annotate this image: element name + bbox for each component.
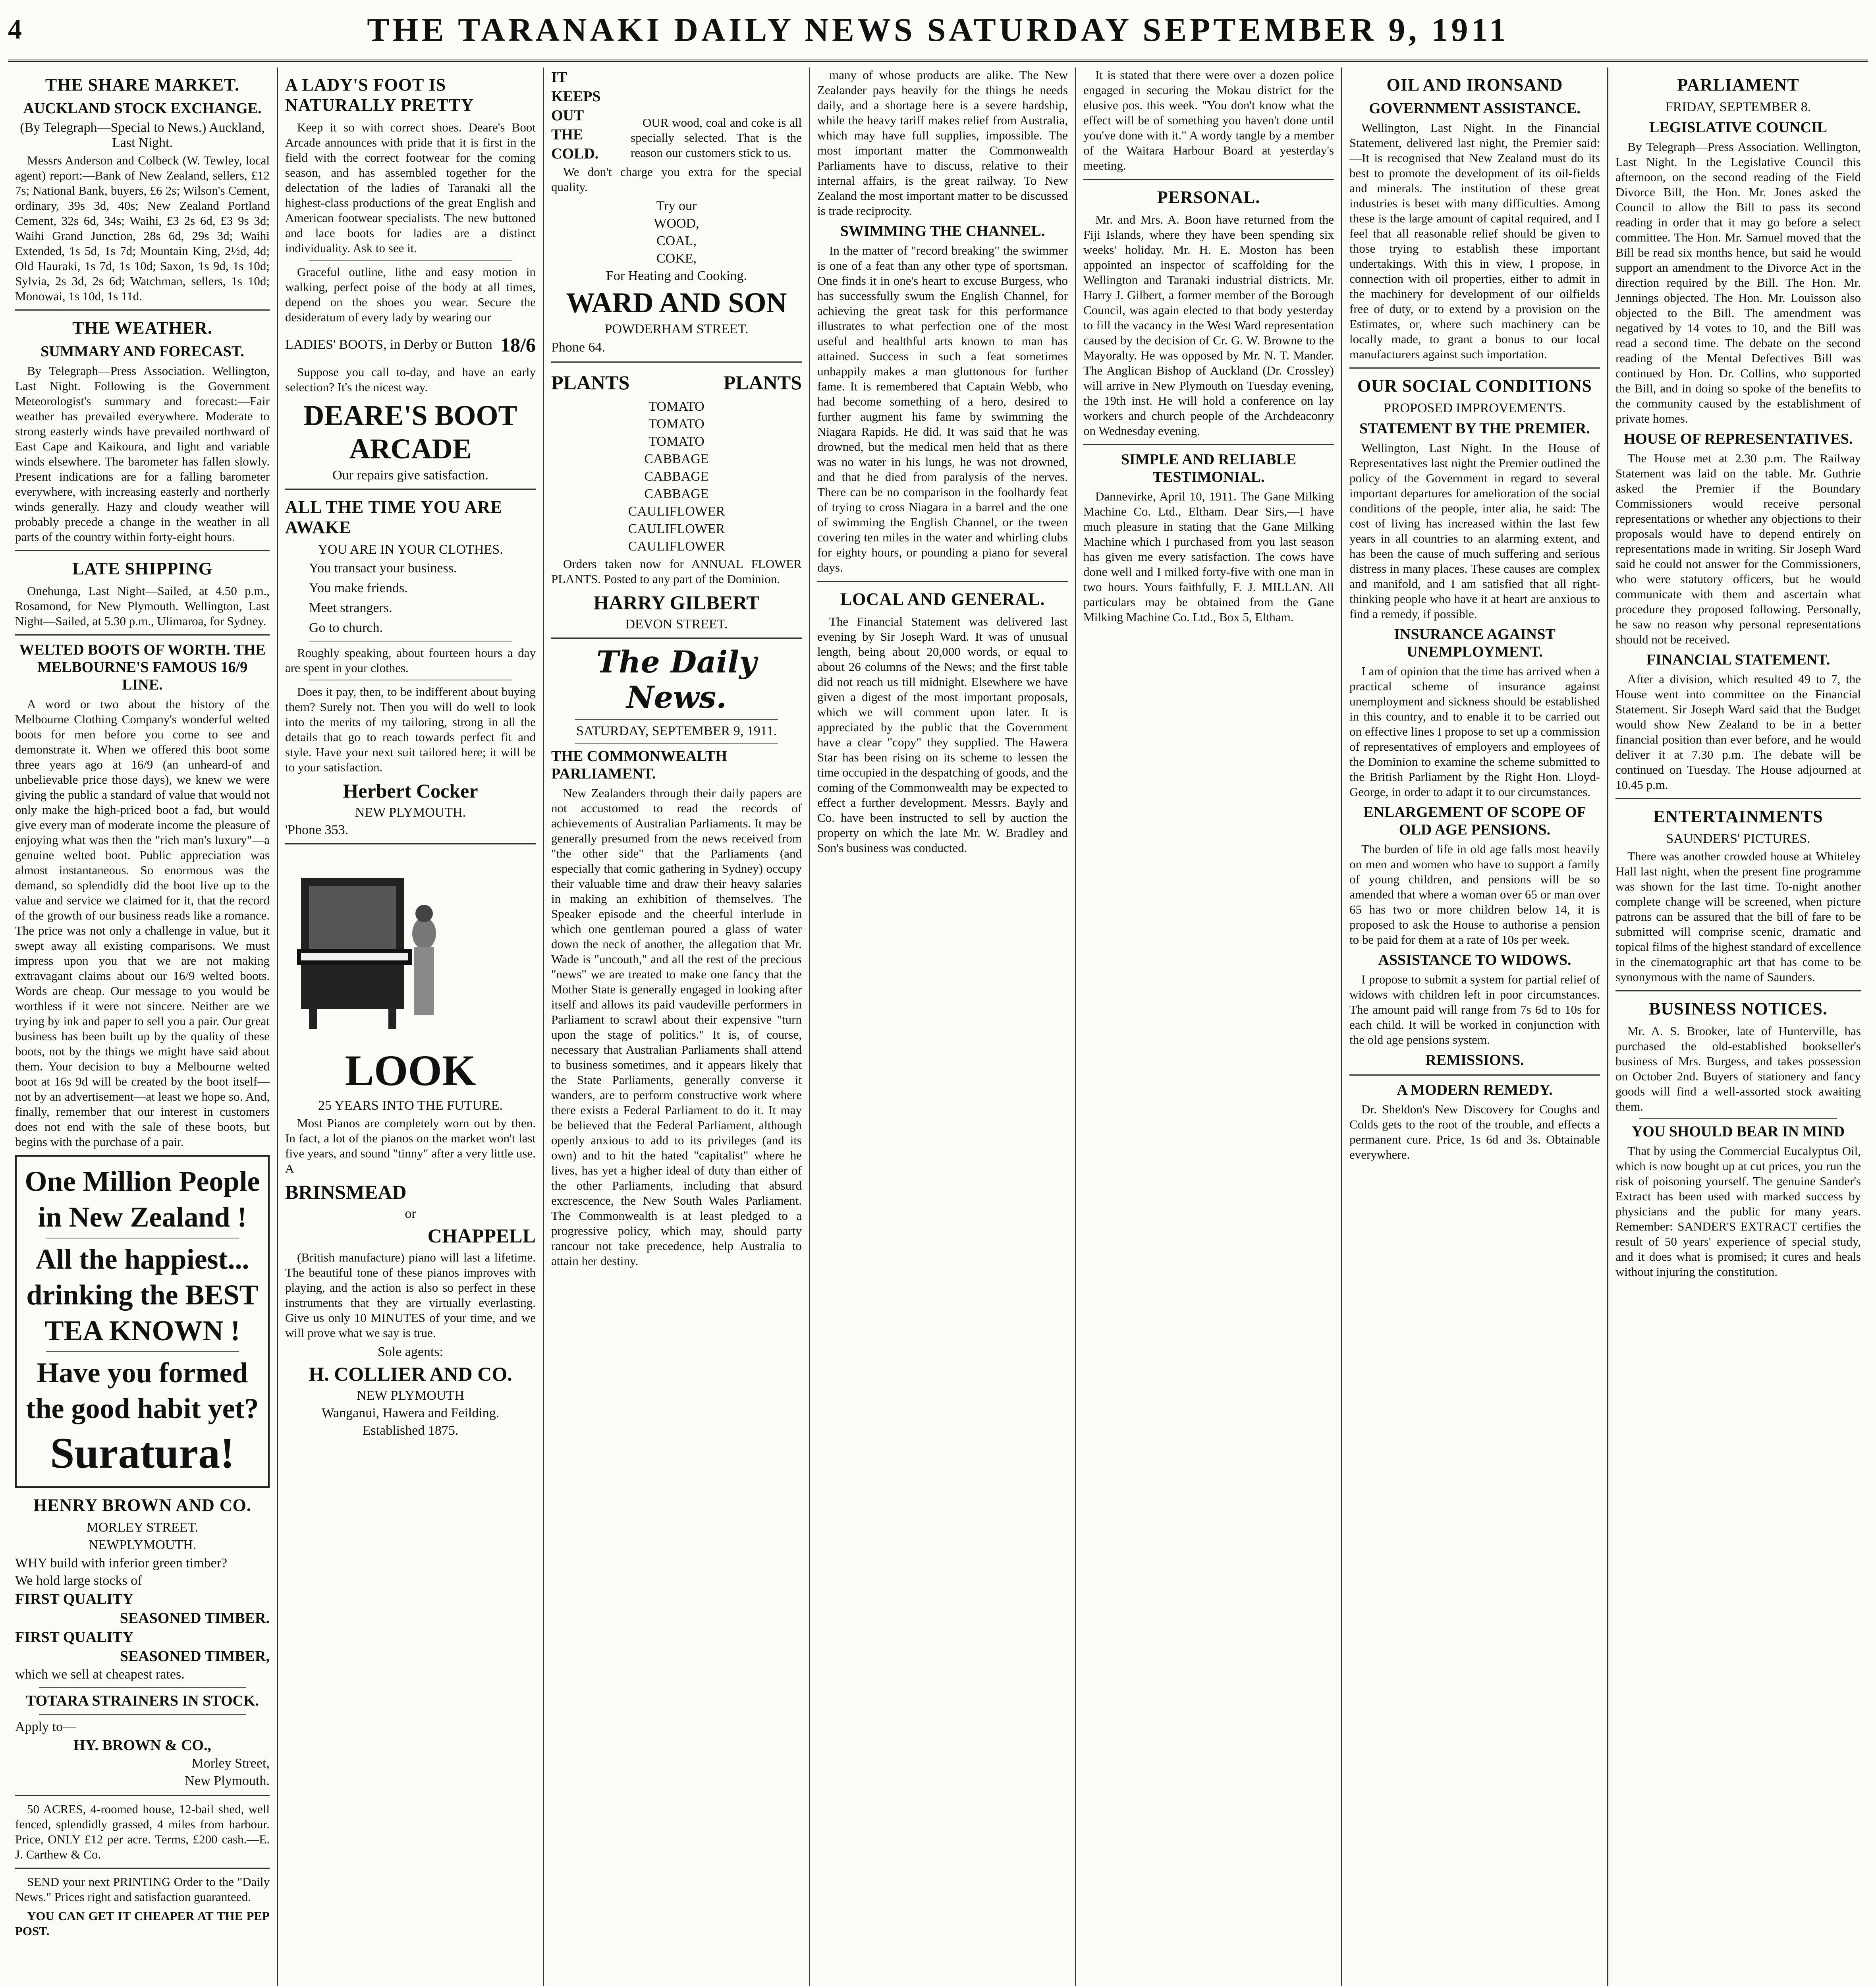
shipping-heading: LATE SHIPPING: [72, 559, 213, 578]
gilbert-name: HARRY GILBERT: [593, 591, 760, 614]
keeps-line: KEEPS: [551, 88, 601, 105]
weather-subheading: SUMMARY AND FORECAST.: [41, 343, 244, 360]
awake-line: Go to church.: [309, 620, 383, 635]
gilbert-street: DEVON STREET.: [625, 617, 728, 632]
look-title: LOOK: [345, 1046, 476, 1095]
apply-line: Apply to—: [15, 1719, 76, 1734]
awake-line: You transact your business.: [309, 561, 457, 576]
divider: [15, 550, 270, 551]
council-body: By Telegraph—Press Association. Wellington, Last Night. In the Legislative Council this afternoon, on the second reading of the Field Divorce Bill, the Hon. Mr. Jones asked the Council to allow the Bill to pass its second reading in order that it may go before a select committee. The Hon. Mr. Samuel moved that the Bill be read six months hence, but said he would support an amendment to the Divorce Act in the direction required by the Bill. The Hon. Mr. Jennings objected. The Hon. Mr. Louisson also objected to the Bill. The amendment was negatived by 14 votes to 10, and the Bill was read a second time. The debate on the second reading of the Mental Defectives Bill was continued by Hon. Dr. Collins, who supported the Bill, and in doing so spoke of the benefits to the community caused by the establishment of private homes.: [1615, 140, 1861, 425]
lady-foot-body: Keep it so with correct shoes. Deare's Boot Arcade announces with pride that it is first in the field with the correct footwear for the coming season, and has assembled together for the delectation of the ladies of Taranaki all the highest-class productions of the great English and American footwear specialists. The new buttoned and lace boots for ladies are a distinct individuality. Ask to see it.: [285, 120, 536, 255]
timber-line: FIRST QUALITY: [15, 1629, 134, 1646]
keeps-line: OUT: [551, 107, 584, 124]
swimming-body: In the matter of "record breaking" the swimmer is one of a feat than any other type of sportsman. One finds it in one's heart to excuse Burgess, who has successfully swum the English Channel, for achieving the great task for this performance illustrates to what perfection one of the most useful and healthful arts known to man has attained. Success in such a feat sometimes unhappily makes a man gluttonous for further fame. It is remembered that Captain Webb, who had become something of a hero, desired to further augment his fame by swimming the Niagara Rapids. He did. It was said that he was drowned, but the medical men held that as there was no water in his lungs, he was not drowned, and that he died from paralysis of the nerves. There can be no comparison in the foolhardy feat of trying to cross Niagara in a barrel and the one of swimming the English Channel, or the tween covering ten miles in the water and whirling clubs for eighty hours, or pounding a piano for several days.: [817, 243, 1068, 574]
acres-advert: 50 ACRES, 4-roomed house, 12-bail shed, well fenced, splendidly grassed, 4 miles from harbour. Price, ONLY £12 per acre. Terms, £200 cash.—E. J. Carthew & Co.: [15, 1802, 270, 1861]
gov-assistance-heading: GOVERNMENT ASSISTANCE.: [1369, 100, 1581, 117]
look-subtitle: 25 YEARS INTO THE FUTURE.: [318, 1098, 503, 1113]
boots-advert: A word or two about the history of the Melbourne Clothing Company's wonderful welted boots for men before you come to see and demonstrate it. When we offered this boot some three years ago at 16/9 (an unheard-of and unbelievable price those days), we knew we were giving the public a standard of value that would not only make the high-priced boot a fad, but would give every man of moderate income the pleasure of enjoying what was then the "rich man's luxury"—a genuine welted boot. Public appreciation was almost instantaneous. So enormous was the demand, so splendidly did the boot live up to the value and service we claimed for it, that the record of the growth of our business reads like a romance. The price was not only a challenge in value, but it swept away all existing comparisons. We must impress upon you that we are not making extravagant claims about our 16/9 welted boots. Words are cheap. Our message to you would be worthless if it were not sincere. Neither are we trying by ink and paper to sell you a pair. Our great business has been built up by the quality of these boots, not by the things we might have said about them. Your decision to buy a Melbourne welted boot at 16s 9d will be created by the boot itself—not by an advertisement—at least we hope so. And, finally, remember that our interest in customers does not end with the sale of these boots, but begins with the purchase of a pair.: [15, 697, 270, 1149]
business-body: Mr. A. S. Brooker, late of Hunterville, has purchased the old-established bookseller's business of Mrs. Burgess, and takes possession on October 2nd. Buyers of stationery and fancy goods will find a well-assorted stock awaiting them.: [1615, 1024, 1861, 1113]
tea-line: All the happiest...: [35, 1243, 249, 1275]
henry-brown-heading: HENRY BROWN AND CO.: [33, 1495, 251, 1515]
exchange-dateline: (By Telegraph—Special to News.) Auckland, Last Night.: [20, 120, 265, 150]
collier-name: H. COLLIER AND CO.: [309, 1363, 512, 1385]
financial-heading: FINANCIAL STATEMENT.: [1646, 651, 1830, 668]
fuel-item: WOOD,: [654, 216, 699, 231]
column-6: [1342, 68, 1608, 1986]
financial-body: After a division, which resulted 49 to 7, the House went into committee on the Financial Statement. Sir Joseph Ward said that the Budget would show New Zealand to be in a better financial position than ever before, and he would deliver it at 7.30 p.m. The debate will be continued on Tuesday. The House adjourned at 10.45 p.m.: [1615, 672, 1861, 792]
personal-heading: PERSONAL.: [1157, 187, 1260, 207]
brinsmead-name: BRINSMEAD: [285, 1181, 407, 1203]
oil-body: Wellington, Last Night. In the Financial Statement, delivered last night, the Premier said:—It is recognised that New Zealand must do its best to promote the development of its oil-fields and minerals. The institution of these great industries is beset with many difficulties. Among these is the large amount of capital required, and I feel that all reasonable relief should be given to those trying to establish these important undertakings. With this in view, I propose, in connection with oil properties, either to admit in the machinery for development of our oilfields free of duty, or to extend by a provision on the Estimates, or, where such machinery can be locally made, to grant a bonus to our local manufacturers against such importation.: [1349, 121, 1600, 361]
parliament-date: FRIDAY, SEPTEMBER 8.: [1665, 100, 1811, 114]
remissions-heading: REMISSIONS.: [1425, 1052, 1524, 1068]
issue-dateline: SATURDAY, SEPTEMBER 9, 1911.: [576, 724, 777, 738]
chappell-name: CHAPPELL: [427, 1225, 536, 1247]
divider: [15, 634, 270, 636]
entertainments-heading: ENTERTAINMENTS: [1653, 807, 1823, 826]
trade-body: many of whose products are alike. The New Zealander pays heavily for the things he needs daily, and a shortage here is a severe hardship, while the heavy tariff makes relief from Australia, which may have full supplies, impossible. The most important matter the Commonwealth Parliaments have to discuss, relative to their internal affairs, is the great railway. To New Zealand the most important matter to be discussed is trade reciprocity.: [817, 68, 1068, 218]
personal-body: Mr. and Mrs. A. Boon have returned from the Fiji Islands, where they have been spending six weeks' holiday. Mr. H. E. Moston has been appointed an inspector of scaffolding for the Wellington and Taranaki industrial districts. Mr. Harry J. Gilbert, a former member of the Borough Council, was again elected to that body yesterday to fill the vacancy in the West Ward representation caused by the decision of Cr. G. W. Browne to the Mayoralty. He was opposed by Mr. N. T. Mander. The Anglican Bishop of Auckland (Dr. Crossley) will arrive in New Plymouth on Tuesday evening, the 19th inst. He will hold a conference on lay workers and church people of the Archdeaconry on Wednesday evening.: [1083, 213, 1334, 438]
cocker-name: Herbert Cocker: [343, 780, 478, 802]
plants-heading-row: [551, 368, 802, 397]
timber-line: SEASONED TIMBER,: [120, 1648, 270, 1665]
awake-line: You make friends.: [309, 581, 408, 595]
sanders-body: That by using the Commercial Eucalyptus Oil, which is now bought up at cut prices, you run the risk of poisoning yourself. The genuine Sander's Extract has been used with marked success by physicians and the public for many years. Remember: SANDER'S EXTRACT certifies the result of 50 years' experience of special study, and it does what is promised; it cures and heals without injuring the constitution.: [1615, 1144, 1861, 1279]
plant-item: CAULIFLOWER: [628, 504, 725, 519]
social-subheading: PROPOSED IMPROVEMENTS.: [1383, 401, 1566, 415]
henry-brown-street: MORLEY STREET.: [86, 1520, 199, 1535]
unemployment-body: I am of opinion that the time has arrived when a practical scheme of insurance against unemployment and sickness should be established in this country, and to enable it to be carried out on effective lines I propose to set up a commission of representatives of employers and employees of the Dominion to examine the scheme submitted to the British Parliament by the Right Hon. Lloyd-George, in order to adapt it to our circumstances.: [1349, 664, 1600, 799]
cocker-town: NEW PLYMOUTH.: [355, 805, 466, 820]
council-heading: LEGISLATIVE COUNCIL: [1649, 119, 1828, 136]
keeps-line: COLD.: [551, 145, 599, 162]
testimonial-body: Dannevirke, April 10, 1911. The Gane Milking Machine Co. Ltd., Eltham. Dear Sirs,—I have much pleasure in stating that the Gane Milking Machine which I purchased from you last season has given me every satisfaction. The cows have done well and I milked forty-five with one man in two hours. Yours faithfully, F. J. MILLAN. All particulars may be obtained from the Gane Milking Machine Co. Ltd., Box 5, Eltham.: [1083, 489, 1334, 624]
or-line: or: [405, 1206, 416, 1221]
leader-heading: THE COMMONWEALTH PARLIAMENT.: [551, 748, 728, 782]
local-general-heading: LOCAL AND GENERAL.: [840, 589, 1045, 609]
tea-line: One Million People: [25, 1165, 260, 1197]
timber-line: WHY build with inferior green timber?: [15, 1556, 228, 1571]
tea-line: in New Zealand !: [38, 1201, 247, 1233]
parliament-heading: PARLIAMENT: [1677, 75, 1799, 95]
apply-line: New Plymouth.: [185, 1773, 270, 1788]
widows-body: I propose to submit a system for partial relief of widows with children left in poor circumstances. The amount paid will range from 7s 6d to 10s for each child. It will be worked in conjunction with the old age pensions system.: [1349, 972, 1600, 1047]
weather-heading: THE WEATHER.: [72, 318, 212, 338]
column-3: [544, 68, 810, 1986]
grace-body: Graceful outline, lithe and easy motion in walking, perfect poise of the body at all times, depend on the shoes you wear. Secure the desideratum of every lady by wearing our: [285, 265, 536, 324]
exchange-report: Messrs Anderson and Colbeck (W. Tewley, local agent) report:—Bank of New Zealand, sellers, £12 7s; National Bank, buyers, £6 2s; Wilson's Cement, ordinary, 39s 3d, 40s; New Zealand Portland Cement, 32s 6d, 34s; Waihi, £3 2s 6d, £3 9s 3d; Waihi Grand Junction, 28s 6d, 29s 3d; Waihi Extended, 1s 5d, 1s 7d; Mountain King, 2½d, 4d; Old Hauraki, 1s 7d, 1s 10d; Saxon, 1s 9d, 1s 10d; Sylvia, 2s 3d, 2s 6d; Watchman, sellers, 1s 10d; Monowai, 1s 10d, 1s 11d.: [15, 153, 270, 303]
collier-branches: Wanganui, Hawera and Feilding.: [321, 1406, 500, 1420]
swimming-heading: SWIMMING THE CHANNEL.: [840, 223, 1045, 240]
plant-item: TOMATO: [648, 434, 704, 449]
page-number: 4: [8, 14, 22, 45]
lady-foot-heading: A LADY'S FOOT IS NATURALLY PRETTY: [285, 75, 474, 115]
business-heading: BUSINESS NOTICES.: [1649, 999, 1828, 1018]
leader-body: New Zealanders through their daily papers are not accustomed to read the records of achievements of Australian Parliaments. It may be generally presumed from the news received from "the other side" that the Parliaments (and especially that comic gathering in Sydney) occupy their valuable time and draw their heavy salaries in making an exhibition of themselves. The Speaker episode and the cheerful interlude in which one gentleman poured a glass of water down the neck of another, the allegation that Mr. Wade is "uncouth," and all the rest of the precious "news" we are treated to make one fancy that the Mother State is generally engaged in looking after itself and allows its paid vaudeville performers in Parliament to scrawl about their expensive "turn upon the stage of politics." It is, of course, necessary that Australian Parliaments shall attend to business sometimes, and it appears likely that the State Parliaments, generally converse it wanders, are to perform constructive work where there exists a Federal Parliament to do it. It may be believed that the Federal Parliament, although openly anxious to add to its privileges (and its own) and to hit the hated "capitalist" where he lives, has yet a higher ideal of duty than either of the other Parliaments, including that absurd excrescence, the New South Wales Parliament. The Commonwealth is at least pledged to a progressive policy, which may, should party rancour not take precedence, help Australia to attain her destiny.: [551, 786, 802, 1268]
remedy-body: Dr. Sheldon's New Discovery for Coughs and Colds gets to the root of the trouble, and effects a permanent cure. Price, 1s 6d and 3s. Obtainable everywhere.: [1349, 1102, 1600, 1161]
tea-line: Have you formed: [37, 1357, 248, 1389]
masthead-title: THE TARANAKI DAILY NEWS SATURDAY SEPTEMBER 9, 1911: [367, 11, 1509, 48]
house-heading: HOUSE OF REPRESENTATIVES.: [1623, 431, 1853, 447]
timber-line: SEASONED TIMBER.: [120, 1610, 270, 1627]
piano-body-2: (British manufacture) piano will last a lifetime. The beautiful tone of these pianos improves with playing, and the action is also so perfect in these instruments that they are virtually everlasting. Give us only 10 MINUTES of your time, and we will prove what we say is true.: [285, 1250, 536, 1340]
tea-line: drinking the BEST: [26, 1279, 259, 1311]
keeps-block: [551, 68, 623, 164]
masthead: [8, 0, 1868, 62]
plant-item: TOMATO: [648, 399, 704, 414]
divider: [15, 309, 270, 311]
tea-line: TEA KNOWN !: [44, 1315, 240, 1347]
remedy-heading: A MODERN REMEDY.: [1397, 1082, 1553, 1098]
column-4: [810, 68, 1076, 1986]
keeps-line: THE: [551, 126, 583, 143]
social-heading: OUR SOCIAL CONDITIONS: [1357, 376, 1592, 396]
column-2: [278, 68, 544, 1986]
awake-heading: ALL THE TIME YOU ARE AWAKE: [285, 497, 503, 537]
entertainments-body: There was another crowded house at Whiteley Hall last night, when the present fine programme was shown for the last time. To-night another complete change will be screened, when picture patrons can be assured that the bill of fare to be submitted will comprise scenic, dramatic and topical films of the highest standard of excellence in the cinematographic art that has come to be synonymous with the name of Saunders.: [1615, 849, 1861, 984]
cheap-advert: YOU CAN GET IT CHEAPER AT THE PEP POST.: [15, 1909, 270, 1938]
printing-advert: SEND your next PRINTING Order to the "Daily News." Prices right and satisfaction guaranteed.: [15, 1875, 270, 1904]
plants-heading: PLANTS: [551, 371, 630, 394]
fuel-item: COAL,: [656, 234, 697, 248]
roughly-body: Roughly speaking, about fourteen hours a day are spent in your clothes.: [285, 646, 536, 675]
strainers-line: TOTARA STRAINERS IN STOCK.: [25, 1692, 259, 1709]
apply-line: HY. BROWN & CO.,: [73, 1737, 211, 1754]
local-general-body: The Financial Statement was delivered last evening by Sir Joseph Ward. It was of unusual length, being about 20,000 words, or equal to about 26 columns of the News; and the first table did not reach us till midnight. Elsewhere we have given a digest of the most important proposals, which we will comment upon later. It is appreciated by the public that the Government have a clear "copy" they supplied. The Hawera Star has been rising on its scheme to lessen the time occupied in the despatching of goods, and the coming of the Commonwealth may be expected to effect a further development. Messrs. Bayly and Co. have been instructed to sell by auction the property on which the late Mr. W. Bradley and Son's business was conducted.: [817, 614, 1068, 855]
timber-line: We hold large stocks of: [15, 1573, 142, 1588]
column-7: [1608, 68, 1868, 1986]
column-1: [8, 68, 278, 1986]
boots-heading: WELTED BOOTS OF WORTH. THE MELBOURNE'S FAMOUS 16/9 LINE.: [19, 641, 266, 693]
tea-brand: Suratura!: [50, 1429, 235, 1477]
sole-agents: Sole agents:: [377, 1345, 444, 1359]
ladies-boots-row: [285, 330, 536, 359]
widows-heading: ASSISTANCE TO WIDOWS.: [1378, 952, 1571, 968]
awake-line: Meet strangers.: [309, 601, 392, 615]
cocker-phone: 'Phone 353.: [285, 823, 349, 837]
plants-heading: PLANTS: [723, 371, 802, 394]
repairs-line: Our repairs give satisfaction.: [332, 468, 488, 483]
nameplate: The Daily News.: [596, 644, 757, 715]
social-body: Wellington, Last Night. In the House of Representatives last night the Premier outlined the policy of the Government in regard to several important departures for amelioration of the social conditions of the people, inter alia, he said: The cost of living has increased within the last few years in all countries to an alarming extent, and has been the cause of much suffering and serious distress in many places. These causes are complex and manifold, and I am satisfied that all right-thinking people who have it at heart are anxious to find a remedy, if possible.: [1349, 441, 1600, 621]
apply-line: Morley Street,: [191, 1756, 270, 1771]
coal-body: OUR wood, coal and coke is all specially selected. That is the reason our customers stick to us.: [631, 116, 802, 160]
deares-name: DEARE'S BOOT ARCADE: [303, 400, 517, 465]
old-age-body: The burden of life in old age falls most heavily on men and women who have to support a family of young children, and pensions will be so amended that where a woman over 65 or man over 65 has two or more children below 14, it is proposed to ask the House to authorise a pension to be paid for them at a rate of 10s per week.: [1349, 842, 1600, 947]
testimonial-heading: SIMPLE AND RELIABLE TESTIMONIAL.: [1121, 451, 1297, 485]
timber-line: FIRST QUALITY: [15, 1591, 134, 1607]
plant-item: CABBAGE: [644, 469, 709, 484]
plant-item: CABBAGE: [644, 487, 709, 501]
exchange-heading: AUCKLAND STOCK EXCHANGE.: [23, 100, 262, 117]
collier-town: NEW PLYMOUTH: [357, 1388, 464, 1403]
share-market-heading: THE SHARE MARKET.: [45, 75, 240, 95]
ladies-boots-price: 18/6: [500, 334, 536, 356]
awake-line: YOU ARE IN YOUR CLOTHES.: [318, 542, 503, 557]
ward-phone: Phone 64.: [551, 340, 605, 355]
keeps-line: IT: [551, 69, 567, 86]
ward-street: POWDERHAM STREET.: [604, 322, 749, 336]
sanders-heading: YOU SHOULD BEAR IN MIND: [1631, 1123, 1845, 1140]
tea-advert: [15, 1155, 270, 1488]
column-5: [1076, 68, 1342, 1986]
ladies-boots-label: LADIES' BOOTS, in Derby or Button: [285, 337, 492, 352]
coal-advert: [551, 68, 802, 164]
unemployment-heading: INSURANCE AGAINST UNEMPLOYMENT.: [1394, 626, 1556, 660]
plant-item: TOMATO: [648, 417, 704, 431]
henry-brown-town: NEWPLYMOUTH.: [88, 1538, 197, 1552]
piano-body: Most Pianos are completely worn out by then. In fact, a lot of the pianos on the market won't last five years, and sound "tinny" after a very little use. A: [285, 1116, 536, 1175]
old-age-heading: ENLARGEMENT OF SCOPE OF OLD AGE PENSIONS.: [1363, 804, 1586, 838]
coal-extra: We don't charge you extra for the special quality.: [551, 165, 802, 194]
weather-report: By Telegraph—Press Association. Wellington, Last Night. Following is the Government Meteorologist's summary and forecast:—Fair weather has prevailed everywhere. Moderate to strong easterly winds have prevailed northward of East Cape and Kaikoura, and light and variable winds elsewhere. The barometer has fallen slowly. Present indications are for a falling barometer everywhere, with increasing easterly and northerly winds generally. Hazy and cloudy weather will probably precede a change in the weather in all parts of the country within forty-eight hours.: [15, 364, 270, 544]
plant-item: CAULIFLOWER: [628, 522, 725, 536]
timber-line: which we sell at cheapest rates.: [15, 1667, 185, 1682]
tea-line: the good habit yet?: [26, 1393, 259, 1424]
suppose-body: Suppose you call to-day, and have an early selection? It's the nicest way.: [285, 365, 536, 394]
plant-item: CAULIFLOWER: [628, 539, 725, 554]
try-our: Try our: [656, 199, 697, 213]
heating-line: For Heating and Cooking.: [606, 269, 747, 283]
collier-established: Established 1875.: [362, 1423, 459, 1438]
fuel-item: COKE,: [656, 251, 697, 266]
oil-heading: OIL AND IRONSAND: [1386, 75, 1563, 95]
pay-body: Does it pay, then, to be indifferent about buying them? Surely not. Then you will do well to look into the merits of my tailoring, strong in all the details that go to reach towards perfect fit and style. Have your next suit tailored here; it will be to your satisfaction.: [285, 685, 536, 774]
house-body: The House met at 2.30 p.m. The Railway Statement was laid on the table. Mr. Guthrie asked the Premier if the Boundary Commissioners would receive personal representations or whether any objections to their proposals would have to depend entirely on representations made in writing. Sir Joseph Ward said he could not answer for the Commissioners, who were statutory officers, but he would communicate with them and ascertain what procedure they proposed following. Personally, he saw no reason why personal representations should not be received.: [1615, 451, 1861, 646]
piano-illustration: [285, 854, 452, 1037]
entertainments-subheading: SAUNDERS' PICTURES.: [1666, 831, 1810, 846]
statement-heading: STATEMENT BY THE PREMIER.: [1359, 420, 1590, 437]
orders-line: Orders taken now for ANNUAL FLOWER PLANTS. Posted to any part of the Dominion.: [551, 557, 802, 586]
ward-name: WARD AND SON: [566, 287, 787, 319]
local-continued: It is stated that there were over a dozen police engaged in securing the Mokau district for the elusive pos. this week. "You don't know what the effect will be of something you haven't done until you've done with it." A wordy tangle by a member of the Waitara Harbour Board at yesterday's meeting.: [1083, 68, 1334, 172]
plant-item: CABBAGE: [644, 452, 709, 466]
shipping-report: Onehunga, Last Night—Sailed, at 4.50 p.m., Rosamond, for New Plymouth. Wellington, Last Night—Sailed, at 5.30 p.m., Ulimaroa, for Sydney.: [15, 584, 270, 628]
